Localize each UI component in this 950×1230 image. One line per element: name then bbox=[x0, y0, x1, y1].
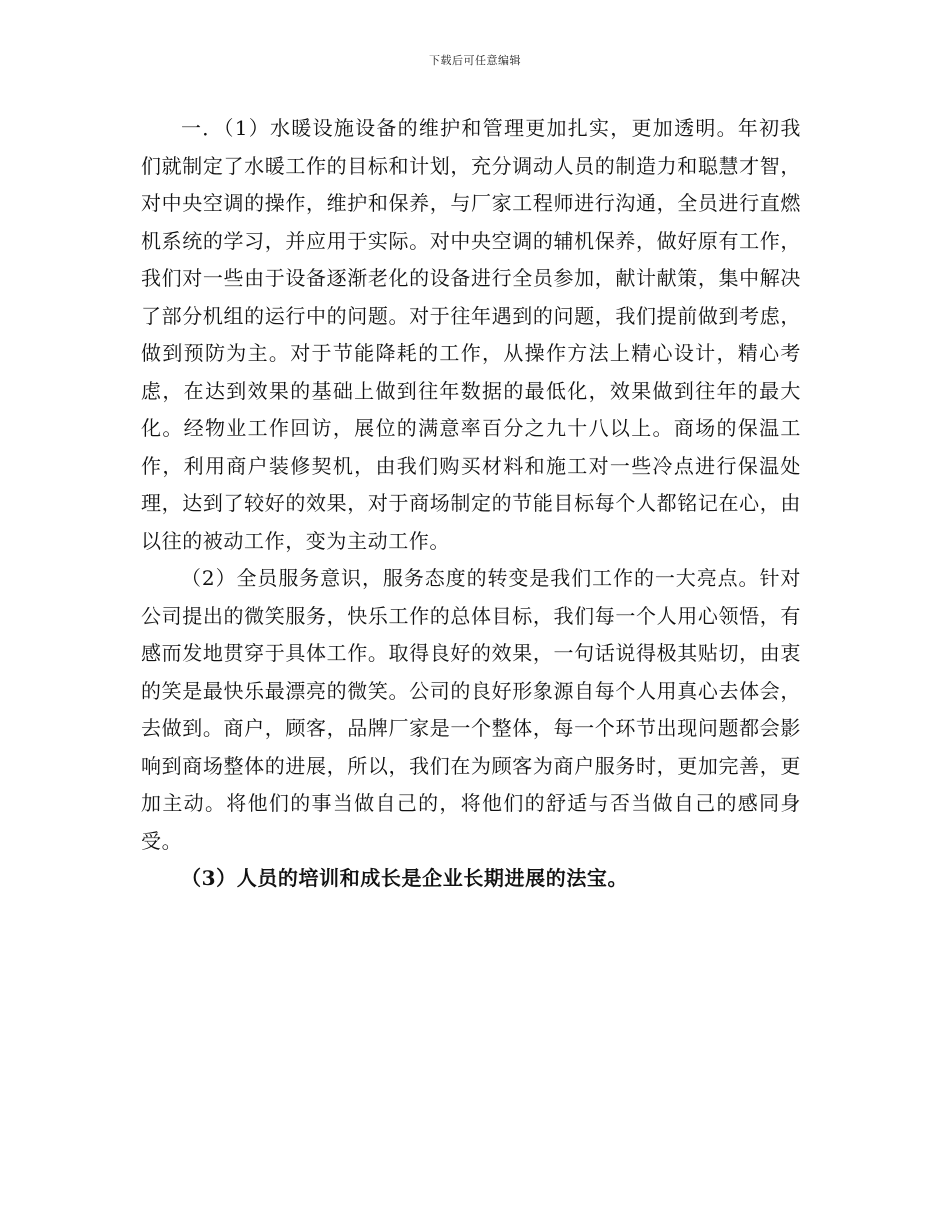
paragraph-1: 一．（1）水暖设施设备的维护和管理更加扎实，更加透明。年初我们就制定了水暖工作的目标和计划，充分调动人员的制造力和聪慧才智，对中央空调的操作，维护和保养，与厂家工程师进行沟通，全员进行直燃机系统的学习，并应用于实际。对中央空调的辅机保养，做好原有工作，我们对一些由于设备逐渐老化的设备进行全员参加，献计献策，集中解决了部分机组的运行中的问题。对于往年遇到的问题，我们提前做到考虑，做到预防为主。对于节能降耗的工作，从操作方法上精心设计，精心考虑，在达到效果的基础上做到往年数据的最低化，效果做到往年的最大化。经物业工作回访，展位的满意率百分之九十八以上。商场的保温工作，利用商户装修契机，由我们购买材料和施工对一些冷点进行保温处理，达到了较好的效果，对于商场制定的节能目标每个人都铭记在心，由以往的被动工作，变为主动工作。 bbox=[141, 116, 801, 553]
page-header: 下载后可任意编辑 bbox=[429, 54, 521, 67]
document-body bbox=[141, 110, 801, 898]
paragraph-2: （2）全员服务意识，服务态度的转变是我们工作的一大亮点。针对公司提出的微笑服务，快乐工作的总体目标，我们每一个人用心领悟，有感而发地贯穿于具体工作。取得良好的效果，一句话说得极其贴切，由衷的笑是最快乐最漂亮的微笑。公司的良好形象源自每个人用真心去体会，去做到。商户，顾客，品牌厂家是一个整体，每一个环节出现问题都会影响到商场整体的进展，所以，我们在为顾客为商户服务时，更加完善，更加主动。将他们的事当做自己的，将他们的舒适与否当做自己的感同身受。 bbox=[141, 566, 801, 853]
paragraph-3: （3）人员的培训和成长是企业长期进展的法宝。 bbox=[181, 866, 629, 890]
